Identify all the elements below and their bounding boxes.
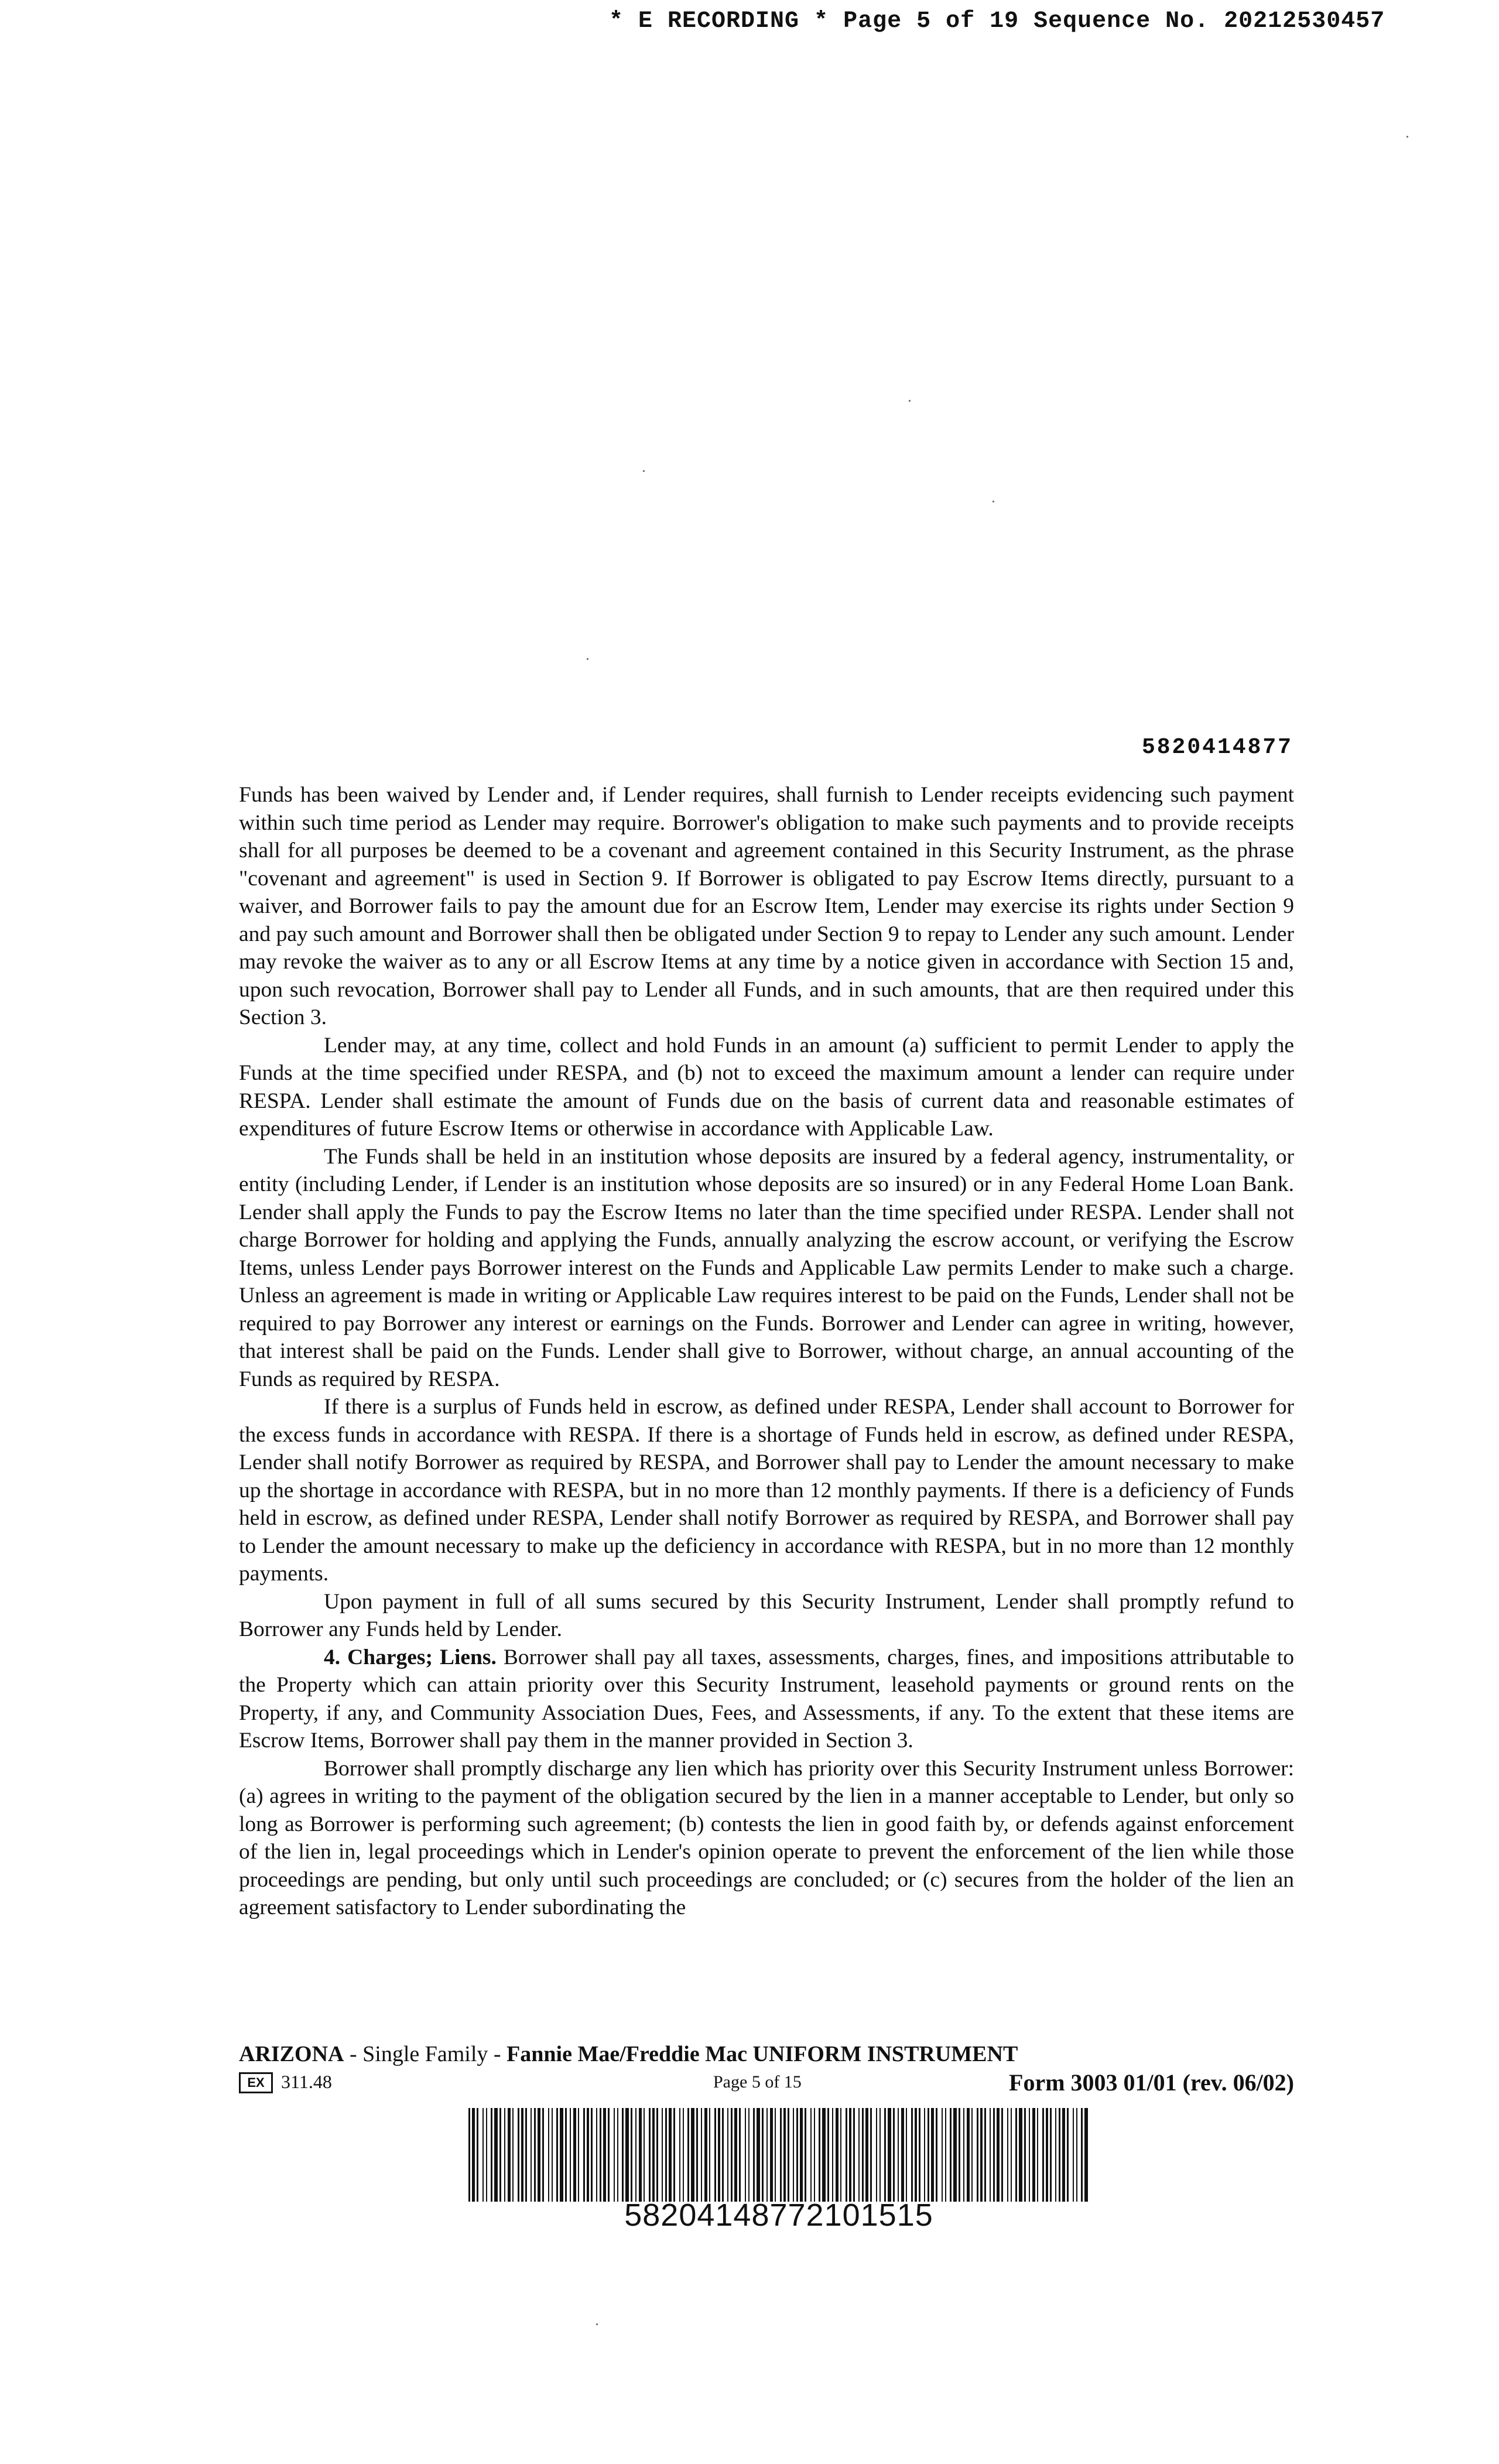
barcode-bar bbox=[862, 2108, 864, 2202]
barcode-bar bbox=[491, 2108, 492, 2202]
barcode-bar bbox=[1067, 2108, 1069, 2202]
barcode-bar bbox=[472, 2108, 475, 2202]
recording-header: * E RECORDING * Page 5 of 19 Sequence No. 20212530457 bbox=[609, 8, 1385, 35]
barcode-bar bbox=[814, 2108, 815, 2202]
barcode-bar bbox=[846, 2108, 847, 2202]
barcode-bar bbox=[573, 2108, 576, 2202]
barcode-bar bbox=[1029, 2108, 1030, 2202]
barcode-bar bbox=[482, 2108, 484, 2202]
barcode-bar bbox=[687, 2108, 689, 2202]
barcode-bar bbox=[1032, 2108, 1035, 2202]
barcode-bar bbox=[673, 2108, 675, 2202]
barcode-bar bbox=[840, 2108, 841, 2202]
barcode-bar bbox=[591, 2108, 593, 2202]
barcode-bar bbox=[884, 2108, 886, 2202]
barcode-bar bbox=[753, 2108, 755, 2202]
scan-speck bbox=[596, 2323, 598, 2325]
barcode-bar bbox=[731, 2108, 733, 2202]
barcode-bar bbox=[990, 2108, 991, 2202]
barcode-bar bbox=[639, 2108, 642, 2202]
scan-speck bbox=[909, 400, 911, 402]
barcode-bar bbox=[888, 2108, 891, 2202]
barcode-bar bbox=[625, 2108, 629, 2202]
barcode-bar bbox=[512, 2108, 514, 2202]
barcode-bar bbox=[1037, 2108, 1038, 2202]
barcode-bar bbox=[600, 2108, 601, 2202]
barcode-number: 58204148772101515 bbox=[624, 2198, 933, 2233]
barcode-bar bbox=[662, 2108, 663, 2202]
barcode-bar bbox=[722, 2108, 724, 2202]
barcode-bar bbox=[718, 2108, 720, 2202]
form-number: Form 3003 01/01 (rev. 06/02) bbox=[1009, 2069, 1294, 2096]
barcode-bar bbox=[967, 2108, 970, 2202]
barcode-bar bbox=[683, 2108, 684, 2202]
barcode-bar bbox=[691, 2108, 694, 2202]
barcode-bar bbox=[583, 2108, 585, 2202]
barcode-bar bbox=[1024, 2108, 1026, 2202]
barcode-bar bbox=[669, 2108, 672, 2202]
barcode-bar bbox=[1046, 2108, 1048, 2202]
section-heading: 4. Charges; Liens. bbox=[324, 1645, 497, 1669]
barcode-bar bbox=[477, 2108, 478, 2202]
barcode-bar bbox=[649, 2108, 651, 2202]
barcode-bar bbox=[766, 2108, 768, 2202]
barcode-bar bbox=[614, 2108, 615, 2202]
barcode-bar bbox=[748, 2108, 750, 2202]
barcode-bar bbox=[622, 2108, 624, 2202]
barcode-bar bbox=[959, 2108, 960, 2202]
barcode-bar bbox=[1081, 2108, 1083, 2202]
barcode-bar bbox=[849, 2108, 851, 2202]
barcode-bar bbox=[508, 2108, 511, 2202]
barcode-bar bbox=[608, 2108, 610, 2202]
barcode-bar bbox=[906, 2108, 907, 2202]
barcode-bar bbox=[876, 2108, 877, 2202]
barcode-bar bbox=[836, 2108, 839, 2202]
barcode-bar bbox=[870, 2108, 872, 2202]
barcode-bar bbox=[531, 2108, 532, 2202]
barcode-bar bbox=[696, 2108, 698, 2202]
barcode-bar bbox=[1001, 2108, 1003, 2202]
footer-title bbox=[239, 2041, 1018, 2067]
barcode-bar bbox=[793, 2108, 794, 2202]
barcode-bar bbox=[832, 2108, 833, 2202]
barcode-bar bbox=[800, 2108, 803, 2202]
barcode-bar bbox=[919, 2108, 920, 2202]
barcode-bar bbox=[963, 2108, 964, 2202]
barcode-bar bbox=[603, 2108, 606, 2202]
barcode-bar bbox=[587, 2108, 589, 2202]
barcode-bar bbox=[468, 2108, 470, 2202]
barcode-bar bbox=[494, 2108, 498, 2202]
barcode-bar bbox=[1019, 2108, 1022, 2202]
scan-speck bbox=[993, 501, 994, 502]
barcode-bar bbox=[915, 2108, 917, 2202]
barcode-bar bbox=[893, 2108, 895, 2202]
barcode-bar bbox=[704, 2108, 707, 2202]
barcode-bar bbox=[1055, 2108, 1056, 2202]
scan-speck bbox=[1406, 136, 1408, 138]
barcode-bar bbox=[534, 2108, 536, 2202]
barcode-bar bbox=[617, 2108, 618, 2202]
barcode-bar bbox=[739, 2108, 741, 2202]
barcode-bar bbox=[997, 2108, 1000, 2202]
barcode-bar bbox=[805, 2108, 806, 2202]
barcode-bar bbox=[1050, 2108, 1052, 2202]
paragraph: The Funds shall be held in an institution whose deposits are insured by a federal agency, instrumentality, or entity (including Lender, if Lender is an institution whose deposits are so insured) or in any Federal Home Loan Bank. Lender shall apply the Funds to pay the Escrow Items no later than the time specified under RESPA. Lender shall not charge Borrower for holding and applying the Funds, annually analyzing the escrow account, or verifying the Escrow Items, unless Lender pays Borrower interest on the Funds and Applicable Law permits Lender to make such a charge. Unless an agreement is made in writing or Applicable Law requires interest to be paid on the Funds, Lender shall not be required to pay Borrower any interest or earnings on the Funds. Borrower and Lender can agree in writing, however, that interest shall be paid on the Funds. Lender shall give to Borrower, without charge, an annual accounting of the Funds as required by RESPA. bbox=[239, 1144, 1294, 1391]
paragraph: If there is a surplus of Funds held in escrow, as defined under RESPA, Lender shall account to Borrower for the excess funds in accordance with RESPA. If there is a shortage of Funds held in escrow, as defined under RESPA, Lender shall notify Borrower as required by RESPA, and Borrower shall pay to Lender the amount necessary to make up the shortage in accordance with RESPA, but in no more than 12 monthly payments. If there is a deficiency of Funds held in escrow, as defined under RESPA, Lender shall notify Borrower as required by RESPA, and Borrower shall pay to Lender the amount necessary to make up the deficiency in accordance with RESPA, but in no more than 12 monthly payments. bbox=[239, 1395, 1294, 1586]
barcode-bar bbox=[980, 2108, 983, 2202]
loan-number: 5820414877 bbox=[1141, 735, 1293, 760]
barcode-bar bbox=[548, 2108, 549, 2202]
paragraph bbox=[239, 1644, 1294, 1755]
barcode-bar bbox=[936, 2108, 937, 2202]
barcode-bar bbox=[635, 2108, 636, 2202]
paragraph: Lender may, at any time, collect and hold Funds in an amount (a) sufficient to permit Lender to apply the Funds at the time specified under RESPA, and (b) not to exceed the maximum amount a lender can require under RESPA. Lender shall estimate the amount of Funds due on the basis of current data and reasonable estimates of expenditures of future Escrow Items or otherwise in accordance with Applicable Law. bbox=[239, 1033, 1294, 1141]
barcode-bar bbox=[993, 2108, 995, 2202]
barcode-bar bbox=[679, 2108, 680, 2202]
barcode-bar bbox=[853, 2108, 855, 2202]
barcode-bar bbox=[499, 2108, 501, 2202]
barcode-bar bbox=[762, 2108, 764, 2202]
barcode-bar bbox=[796, 2108, 798, 2202]
barcode-bar bbox=[665, 2108, 667, 2202]
barcode-bar bbox=[518, 2108, 519, 2202]
barcode-bar bbox=[783, 2108, 786, 2202]
barcode-bar bbox=[810, 2108, 812, 2202]
barcode-bar bbox=[984, 2108, 986, 2202]
barcode-bar bbox=[578, 2108, 579, 2202]
barcode-bar bbox=[924, 2108, 925, 2202]
barcode-bar bbox=[652, 2108, 655, 2202]
barcode-bar bbox=[931, 2108, 934, 2202]
barcode-bar bbox=[486, 2108, 487, 2202]
barcode-bar bbox=[1076, 2108, 1077, 2202]
barcode-bar bbox=[770, 2108, 773, 2202]
barcode-bar bbox=[901, 2108, 904, 2202]
barcode-bar bbox=[570, 2108, 571, 2202]
footer-row bbox=[239, 2069, 1294, 2098]
barcode-bar bbox=[525, 2108, 527, 2202]
barcode-bar bbox=[945, 2108, 946, 2202]
barcode-bar bbox=[953, 2108, 957, 2202]
barcode-bar bbox=[827, 2108, 829, 2202]
barcode-bar bbox=[542, 2108, 544, 2202]
footer-instrument: Fannie Mae/Freddie Mac UNIFORM INSTRUMENT bbox=[506, 2042, 1018, 2066]
barcode-bar bbox=[734, 2108, 737, 2202]
scan-speck bbox=[587, 658, 588, 660]
paragraph-text: Borrower shall pay all taxes, assessments, charges, fines, and impositions attributable to the Property which can attain priority over this Security Instrument, leasehold payments or ground rents on the Property, if any, and Community Association Dues, Fees, and Assessments, if any. To the extent that these items are Escrow Items, Borrower shall pay them in the manner provided in Section 3. bbox=[239, 1645, 1294, 1753]
document-body bbox=[239, 781, 1294, 1922]
barcode-bar bbox=[552, 2108, 553, 2202]
barcode-icon bbox=[468, 2108, 1089, 2202]
barcode-bar bbox=[971, 2108, 973, 2202]
barcode-bar bbox=[928, 2108, 929, 2202]
barcode-bar bbox=[942, 2108, 943, 2202]
paragraph: Upon payment in full of all sums secured by this Security Instrument, Lender shall promptly refund to Borrower any Funds held by Lender. bbox=[239, 1589, 1294, 1641]
barcode-bar bbox=[538, 2108, 540, 2202]
footer-sep: - bbox=[344, 2042, 363, 2066]
barcode-bar bbox=[644, 2108, 645, 2202]
barcode-bar bbox=[757, 2108, 760, 2202]
barcode-bar bbox=[1073, 2108, 1074, 2202]
barcode-bar bbox=[858, 2108, 860, 2202]
barcode-bar bbox=[977, 2108, 978, 2202]
barcode-bar bbox=[911, 2108, 913, 2202]
paragraph: Borrower shall promptly discharge any lien which has priority over this Security Instrument unless Borrower: (a) agrees in writing to the payment of the obligation secured by the lien in a manner acceptable to Lender, but only so long as Borrower is performing such agreement; (b) contests the lien in good faith by, or defends against enforcement of the lien in, legal proceedings which in Lender's opinion operate to prevent the enforcement of the lien while those proceedings are pending, but only until such proceedings are concluded; or (c) secures from the holder of the lien an agreement satisfactory to Lender subordinating the bbox=[239, 1756, 1294, 1919]
barcode-bar bbox=[819, 2108, 820, 2202]
doc-code: 311.48 bbox=[281, 2071, 332, 2092]
barcode-bar bbox=[656, 2108, 658, 2202]
barcode-bar bbox=[701, 2108, 702, 2202]
barcode-bar bbox=[1011, 2108, 1012, 2202]
barcode-bar bbox=[1084, 2108, 1088, 2202]
barcode-bar bbox=[950, 2108, 952, 2202]
barcode-bar bbox=[780, 2108, 782, 2202]
barcode-bar bbox=[714, 2108, 716, 2202]
barcode-bar bbox=[822, 2108, 826, 2202]
barcode-bar bbox=[565, 2108, 567, 2202]
scan-speck bbox=[643, 470, 645, 472]
barcode-bar bbox=[898, 2108, 899, 2202]
barcode-bar bbox=[504, 2108, 505, 2202]
barcode-bar bbox=[1015, 2108, 1017, 2202]
barcode-bar bbox=[745, 2108, 746, 2202]
page-indicator: Page 5 of 15 bbox=[713, 2072, 802, 2092]
paragraph: Funds has been waived by Lender and, if Lender requires, shall furnish to Lender receipts evidencing such payment within such time period as Lender may require. Borrower's obligation to make such payments and to provide receipts shall for all purposes be deemed to be a covenant and agreement contained in this Security Instrument, as the phrase "covenant and agreement" is used in Section 9. If Borrower is obligated to pay Escrow Items directly, pursuant to a waiver, and Borrower fails to pay the amount due for an Escrow Item, Lender may exercise its rights under Section 9 and pay such amount and Borrower shall then be obligated under Section 9 to repay to Lender any such amount. Lender may revoke the waiver as to any or all Escrow Items at any time by a notice given in accordance with Section 15 and, upon such revocation, Borrower shall pay to Lender all Funds, and in such amounts, that are then required under this Section 3. bbox=[239, 783, 1294, 1029]
barcode-bar bbox=[775, 2108, 776, 2202]
barcode-bar bbox=[865, 2108, 868, 2202]
footer-state: ARIZONA bbox=[239, 2042, 344, 2066]
barcode-bar bbox=[1062, 2108, 1065, 2202]
barcode-bar bbox=[1059, 2108, 1060, 2202]
ellie-mae-logo-icon: EX bbox=[239, 2072, 273, 2093]
barcode-bar bbox=[727, 2108, 728, 2202]
footer-family: Single Family bbox=[362, 2042, 488, 2066]
barcode-bar bbox=[1042, 2108, 1044, 2202]
barcode-bar bbox=[560, 2108, 563, 2202]
barcode-bar bbox=[788, 2108, 789, 2202]
barcode-bar bbox=[631, 2108, 632, 2202]
barcode-bar bbox=[709, 2108, 710, 2202]
footer-sep: - bbox=[488, 2042, 507, 2066]
barcode-bar bbox=[521, 2108, 523, 2202]
barcode-bar bbox=[879, 2108, 881, 2202]
barcode-bar bbox=[556, 2108, 558, 2202]
barcode-bar bbox=[596, 2108, 597, 2202]
barcode-bar bbox=[1007, 2108, 1008, 2202]
